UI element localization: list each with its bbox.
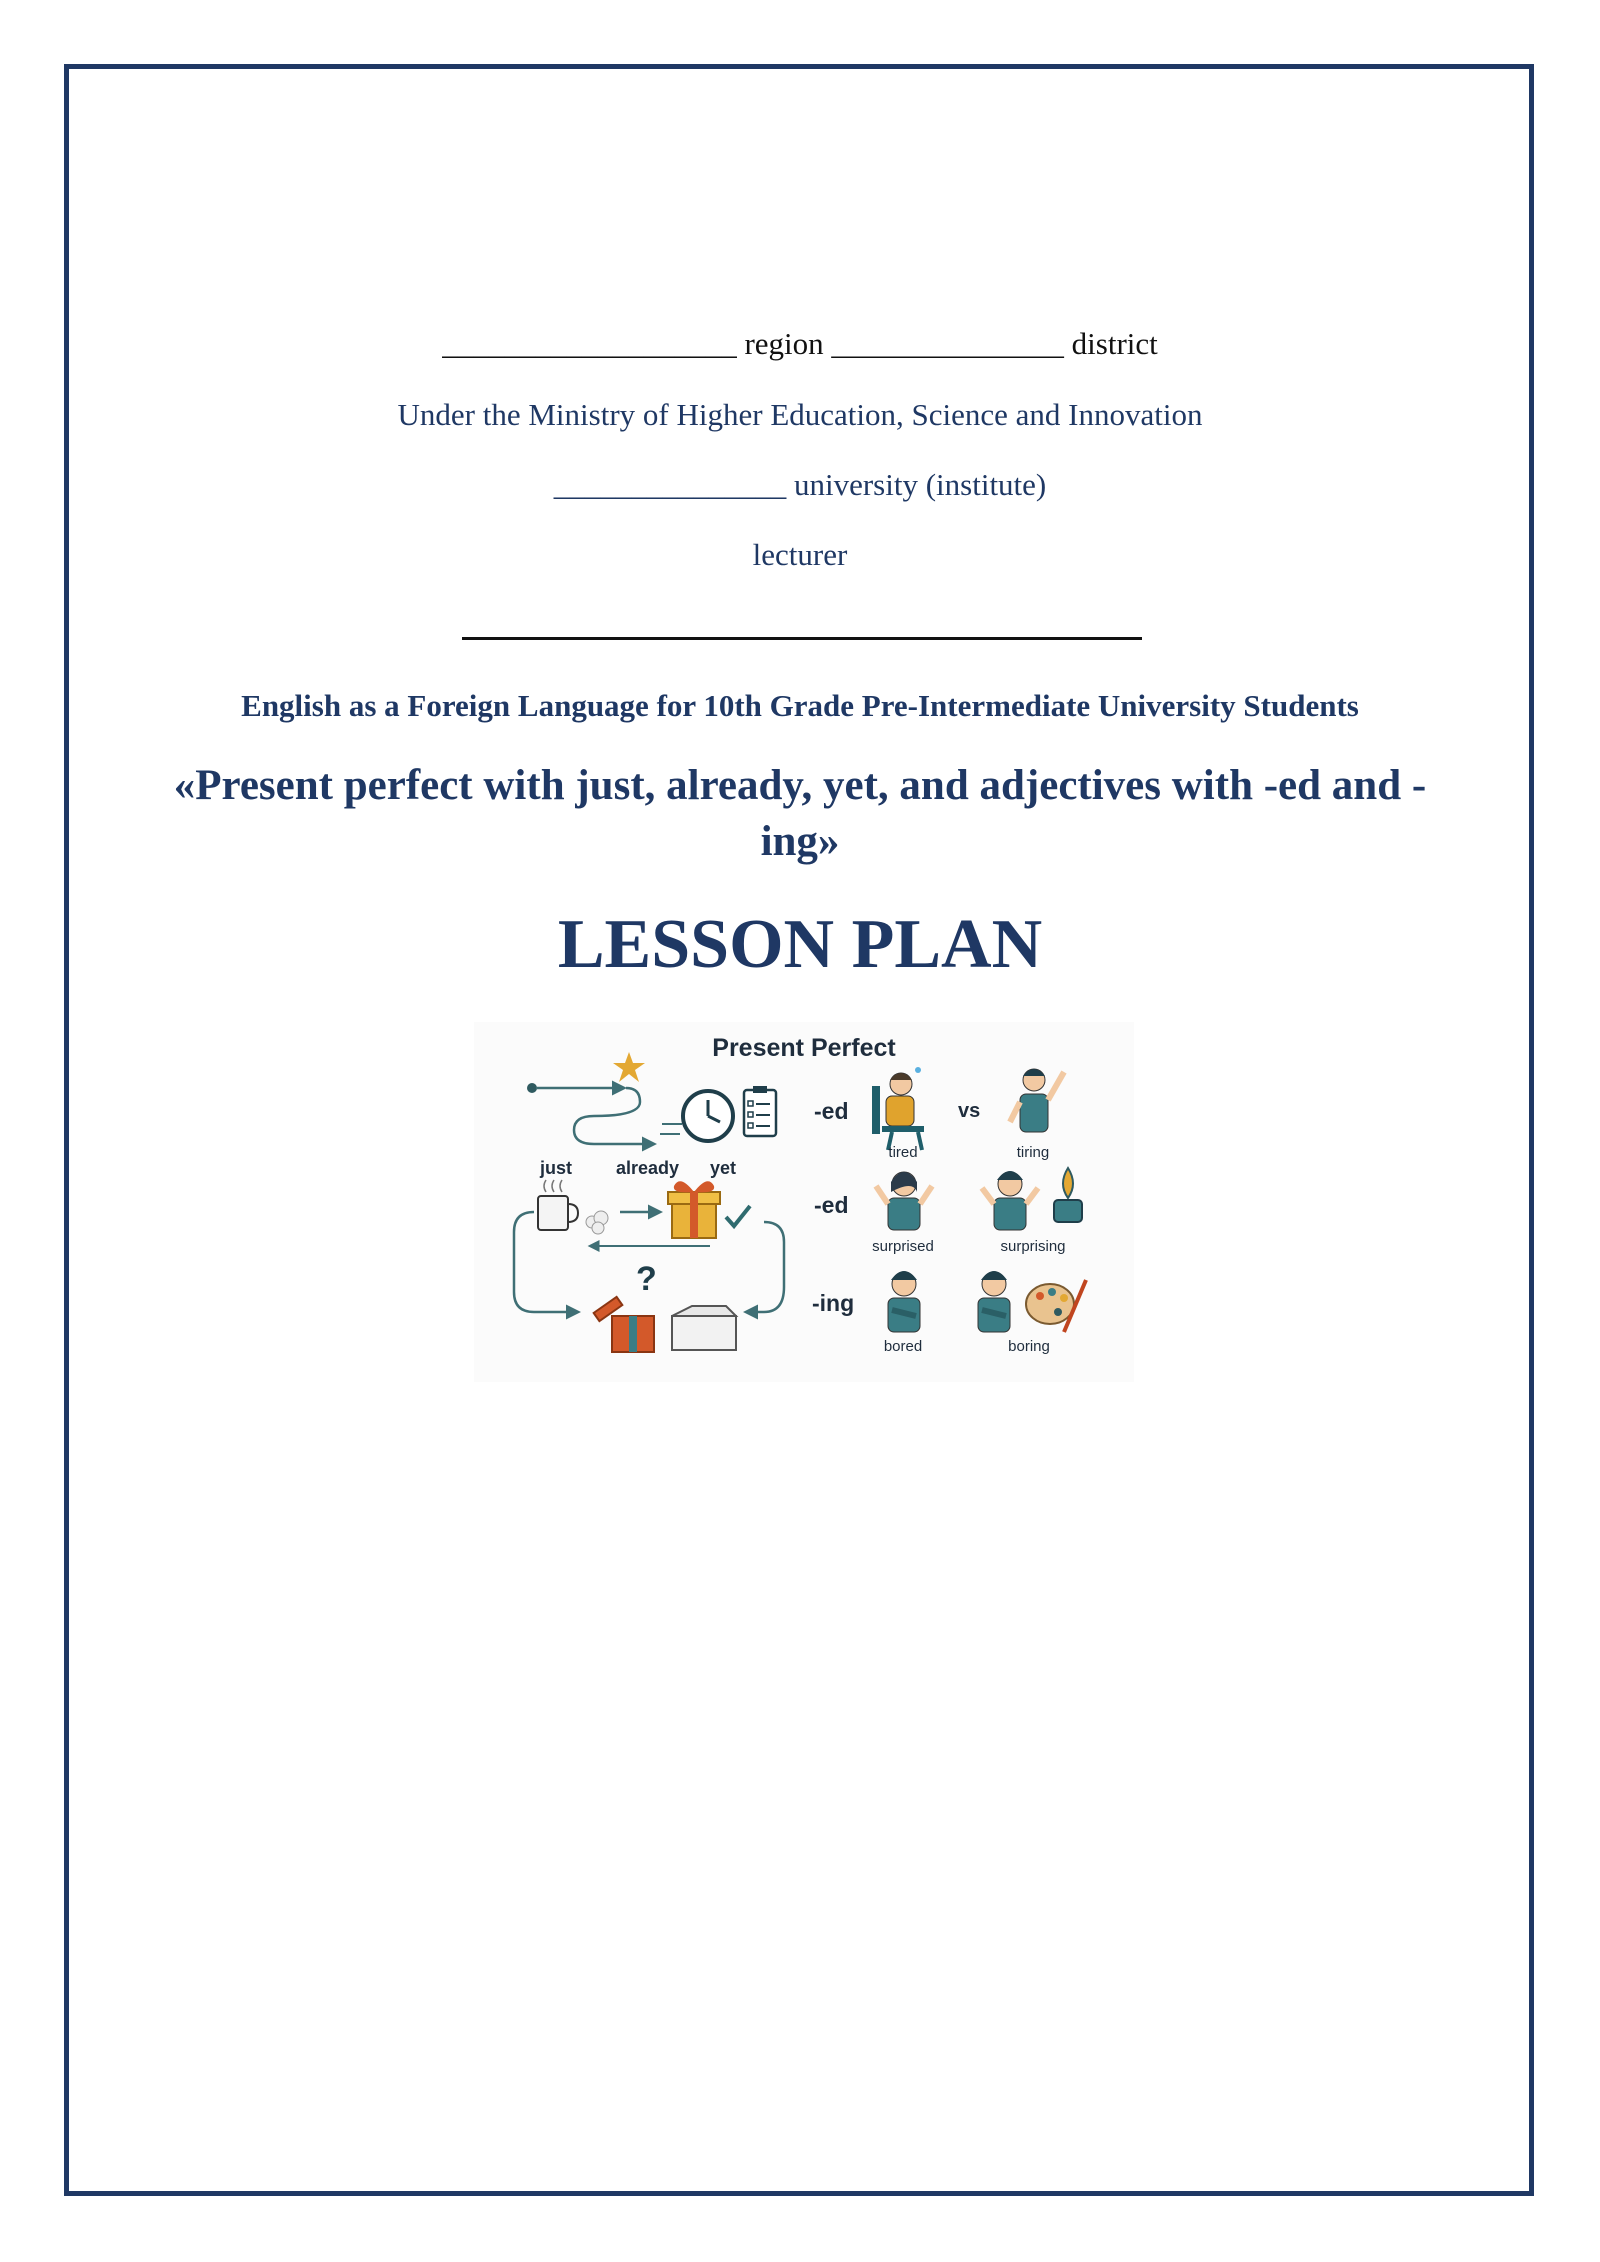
word-bored: bored (883, 1338, 923, 1355)
course-title: English as a Foreign Language for 10th Grade Pre-Intermediate University Students (241, 688, 1359, 723)
vs-label: vs (958, 1100, 981, 1122)
suffix-label: -ed (814, 1098, 849, 1124)
lecturer-line: lecturer (752, 537, 848, 572)
region-district-line: ___________________ region _______________ district (442, 326, 1158, 361)
empty-box-icon (672, 1306, 736, 1350)
timeline-icon (527, 1052, 654, 1144)
surprising-person-icon (982, 1168, 1082, 1230)
checklist-icon (744, 1086, 776, 1136)
svg-text:?: ? (636, 1260, 657, 1298)
word-surprised: surprised (872, 1238, 934, 1255)
word-tired: tired (888, 1144, 918, 1161)
bored-person-icon (888, 1271, 920, 1332)
tired-person-icon (872, 1067, 924, 1150)
paint-palette-icon (1026, 1280, 1086, 1332)
suffix-label: -ed (814, 1192, 849, 1218)
lecturer-name-rule (462, 637, 1142, 640)
word-surprising: surprising (1000, 1238, 1066, 1255)
word-tiring: tiring (1016, 1144, 1050, 1161)
word-boring: boring (1008, 1338, 1050, 1355)
illustration-artwork (474, 1022, 1134, 1382)
adverb-already: already (616, 1158, 680, 1178)
coffee-cup-icon (538, 1180, 608, 1234)
illustration-title: Present Perfect (712, 1034, 896, 1062)
open-gift-icon (594, 1260, 657, 1352)
lesson-illustration (474, 1022, 1134, 1382)
document-type-heading: LESSON PLAN (557, 906, 1043, 983)
clock-icon (660, 1091, 733, 1141)
tiring-person-icon (1010, 1069, 1064, 1132)
surprised-person-icon (876, 1172, 932, 1230)
ministry-line: Under the Ministry of Higher Education, Science and Innovation (397, 397, 1203, 432)
lesson-topic: «Present perfect with just, already, yet, and adjectives with -ed and -ing» (173, 762, 1427, 865)
suffix-label: -ing (812, 1290, 855, 1316)
gift-box-icon (668, 1181, 720, 1238)
adverb-just: just (540, 1158, 573, 1178)
adverb-yet: yet (710, 1158, 737, 1178)
university-line: _______________ university (institute) (553, 467, 1047, 502)
boring-person-icon (978, 1271, 1010, 1332)
